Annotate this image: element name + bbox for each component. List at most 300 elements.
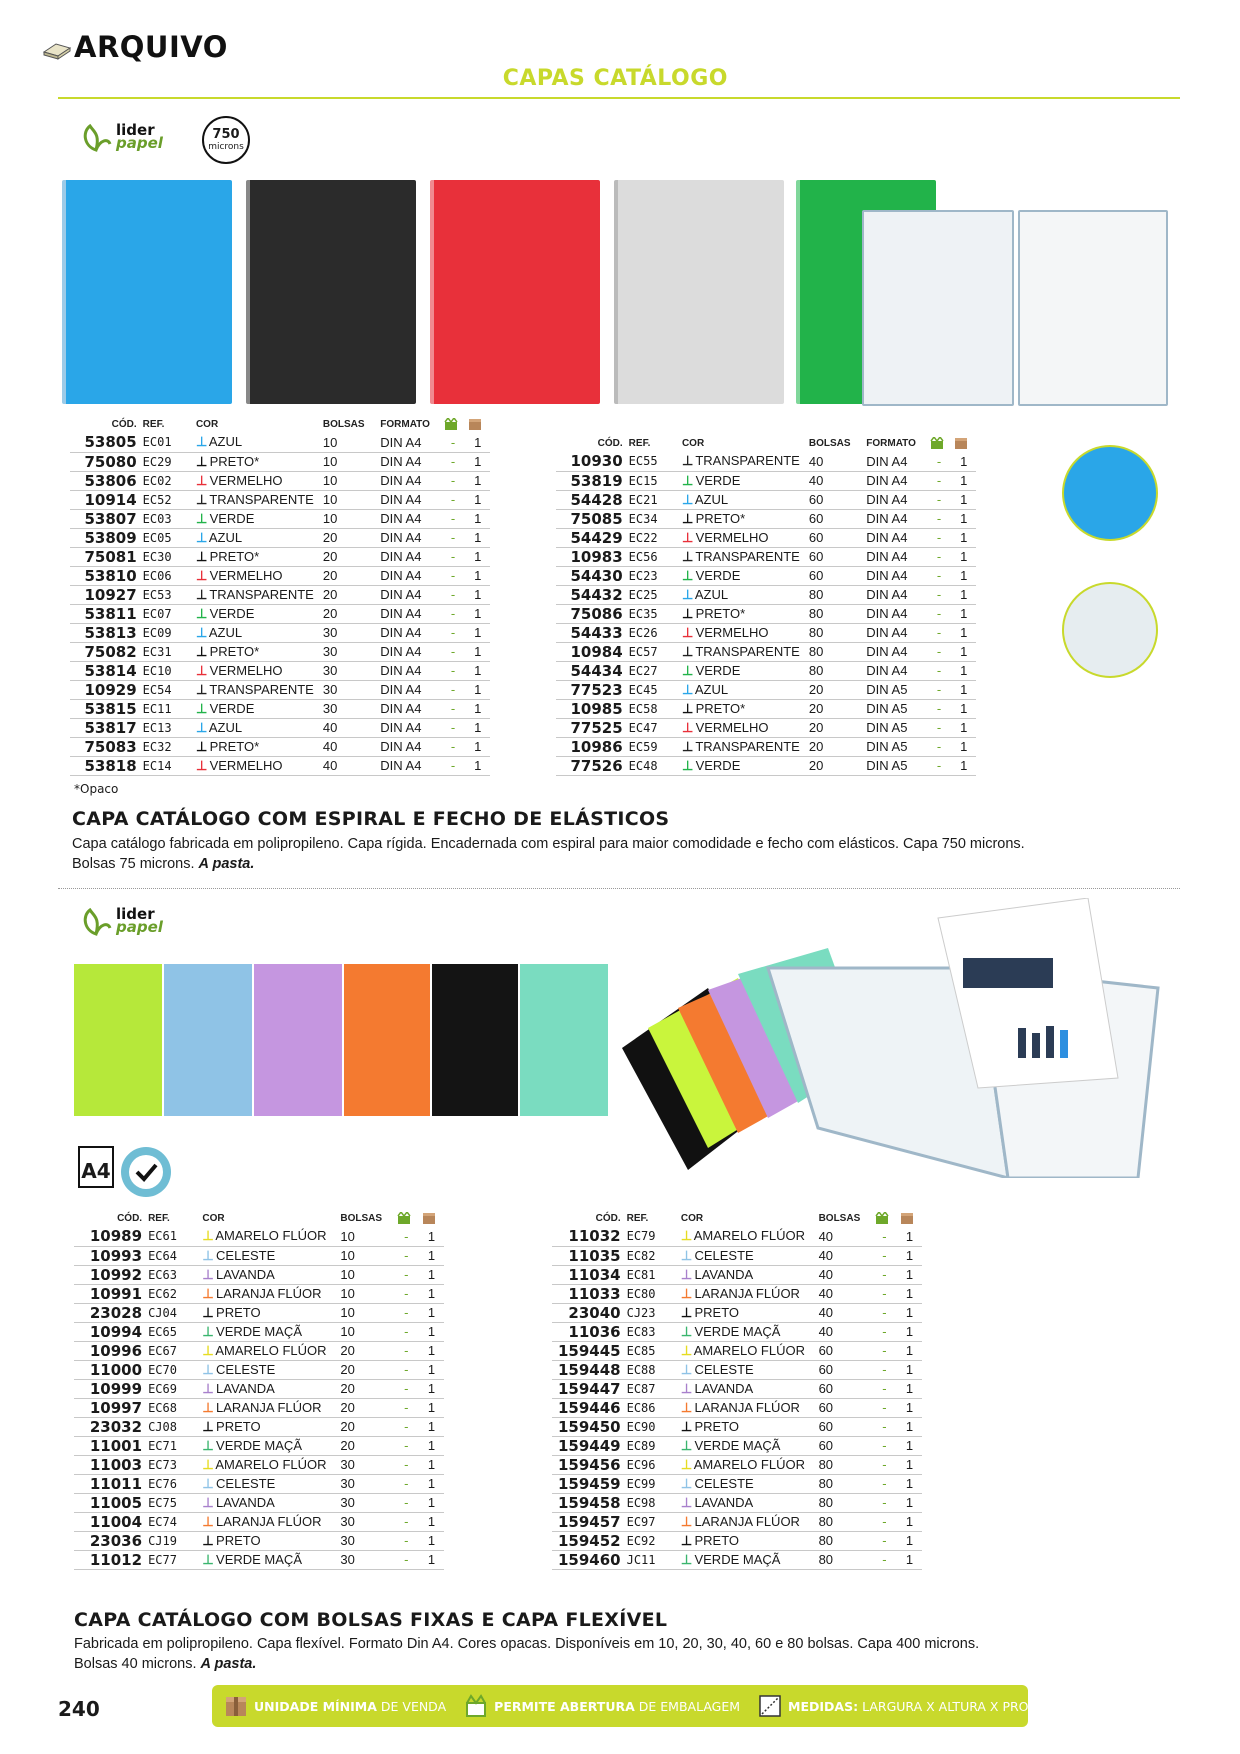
table-row <box>70 566 490 585</box>
cell-format: DIN A4 <box>863 509 927 528</box>
cell-min-unit: 1 <box>897 1227 922 1246</box>
color-swatch-icon: ⊥ <box>202 1494 214 1510</box>
color-label: LAVANDA <box>694 1266 754 1282</box>
cell-min-unit: 1 <box>419 1398 444 1417</box>
cell-color <box>193 452 320 471</box>
color-label: VERDE <box>695 662 741 678</box>
cell-color <box>199 1436 337 1455</box>
color-label: LARANJA FLÚOR <box>216 1285 322 1301</box>
cell-pockets: 30 <box>337 1550 393 1569</box>
cell-code: 54430 <box>556 566 626 585</box>
cell-min-unit: 1 <box>897 1455 922 1474</box>
cell-pockets: 80 <box>816 1455 872 1474</box>
color-label: VERDE <box>209 605 255 621</box>
cell-pockets: 10 <box>320 433 377 452</box>
cell-color <box>199 1512 337 1531</box>
color-swatch-icon: ⊥ <box>680 1532 693 1548</box>
color-swatch-icon: ⊥ <box>680 1513 693 1529</box>
color-swatch-icon: ⊥ <box>681 662 694 678</box>
color-swatch-icon: ⊥ <box>681 567 694 583</box>
table-row <box>552 1284 922 1303</box>
cell-min-unit: 1 <box>465 623 490 642</box>
cell-ref: EC21 <box>626 490 679 509</box>
cell-color <box>199 1322 337 1341</box>
cell-code: 10997 <box>74 1398 145 1417</box>
cell-pockets: 40 <box>816 1265 872 1284</box>
cell-pockets: 80 <box>816 1531 872 1550</box>
cell-open-pack: - <box>872 1246 897 1265</box>
cell-color <box>678 1379 816 1398</box>
cell-format: DIN A4 <box>377 547 441 566</box>
color-label: TRANSPARENTE <box>209 681 314 697</box>
color-label: PRETO <box>216 1532 261 1548</box>
color-label: VERDE <box>209 510 255 526</box>
microns-badge: 750 microns <box>202 116 250 164</box>
color-swatch-icon: ⊥ <box>681 700 694 716</box>
cell-color <box>199 1455 337 1474</box>
table-row <box>556 623 976 642</box>
cell-pockets: 40 <box>320 718 377 737</box>
cell-color <box>193 585 320 604</box>
color-label: AZUL <box>208 719 243 735</box>
cell-color <box>679 699 806 718</box>
cell-pockets: 60 <box>816 1436 872 1455</box>
cell-min-unit: 1 <box>419 1493 444 1512</box>
cell-color <box>678 1455 816 1474</box>
color-swatch-icon: ⊥ <box>202 1361 214 1377</box>
product1-title: CAPA CATÁLOGO COM ESPIRAL E FECHO DE ELÁSTICOS <box>72 808 670 830</box>
product-photo-open-binder-page <box>1018 210 1168 406</box>
cell-open-pack: - <box>872 1303 897 1322</box>
cell-code: 10994 <box>74 1322 145 1341</box>
cell-pockets: 10 <box>337 1303 393 1322</box>
color-label: VERMELHO <box>209 567 283 583</box>
cell-open-pack: - <box>394 1512 419 1531</box>
cell-open-pack: - <box>872 1436 897 1455</box>
cell-min-unit: 1 <box>419 1531 444 1550</box>
cell-format: DIN A4 <box>377 718 441 737</box>
cell-ref: EC15 <box>626 471 679 490</box>
cell-open-pack: - <box>441 509 466 528</box>
cell-ref: EC63 <box>145 1265 199 1284</box>
cell-code: 10986 <box>556 737 626 756</box>
cell-code: 23028 <box>74 1303 145 1322</box>
cell-code: 159449 <box>552 1436 624 1455</box>
cell-color <box>678 1531 816 1550</box>
cell-code: 11034 <box>552 1265 624 1284</box>
cell-format: DIN A4 <box>863 547 927 566</box>
cell-open-pack: - <box>394 1227 419 1246</box>
cell-min-unit: 1 <box>897 1531 922 1550</box>
cell-ref: EC62 <box>145 1284 199 1303</box>
cell-pockets: 20 <box>806 699 863 718</box>
cell-code: 10914 <box>70 490 140 509</box>
cell-code: 159447 <box>552 1379 624 1398</box>
cell-color <box>678 1398 816 1417</box>
table-row <box>70 680 490 699</box>
cell-min-unit: 1 <box>419 1341 444 1360</box>
cell-format: DIN A4 <box>377 566 441 585</box>
color-swatch-icon: ⊥ <box>681 529 694 545</box>
cell-code: 159459 <box>552 1474 624 1493</box>
color-swatch-icon: ⊥ <box>681 738 694 754</box>
cell-open-pack: - <box>394 1322 419 1341</box>
cell-min-unit: 1 <box>465 509 490 528</box>
table-row <box>74 1474 444 1493</box>
a4-format-badge: A4 <box>78 1146 114 1188</box>
cell-min-unit: 1 <box>465 756 490 775</box>
cell-code: 11036 <box>552 1322 624 1341</box>
cell-code: 159457 <box>552 1512 624 1531</box>
cell-color <box>679 623 806 642</box>
cell-open-pack: - <box>441 699 466 718</box>
cell-open-pack: - <box>394 1284 419 1303</box>
cell-open-pack: - <box>394 1303 419 1322</box>
cell-code: 23040 <box>552 1303 624 1322</box>
color-swatch-icon: ⊥ <box>680 1228 693 1244</box>
cell-ref: EC68 <box>145 1398 199 1417</box>
cell-pockets: 20 <box>320 604 377 623</box>
cell-color <box>678 1360 816 1379</box>
cell-pockets: 60 <box>806 490 863 509</box>
cell-ref: EC14 <box>140 756 193 775</box>
cell-min-unit: 1 <box>419 1455 444 1474</box>
cell-pockets: 10 <box>320 452 377 471</box>
cell-color <box>193 623 320 642</box>
table-row <box>70 509 490 528</box>
cell-min-unit: 1 <box>951 699 976 718</box>
table-row <box>74 1303 444 1322</box>
cell-min-unit: 1 <box>897 1303 922 1322</box>
cell-min-unit: 1 <box>419 1550 444 1569</box>
cell-open-pack: - <box>441 433 466 452</box>
cell-min-unit: 1 <box>419 1246 444 1265</box>
cell-open-pack: - <box>441 737 466 756</box>
color-label: CELESTE <box>216 1475 276 1491</box>
cell-ref: EC75 <box>145 1493 199 1512</box>
color-swatch-icon: ⊥ <box>202 1247 214 1263</box>
cell-min-unit: 1 <box>951 528 976 547</box>
cell-min-unit: 1 <box>897 1550 922 1569</box>
cell-format: DIN A4 <box>377 680 441 699</box>
cell-ref: EC71 <box>145 1436 199 1455</box>
page-header-title: ARQUIVO <box>74 30 228 64</box>
cell-ref: EC55 <box>626 452 679 471</box>
cell-code: 10930 <box>556 452 626 471</box>
cell-color <box>193 528 320 547</box>
cell-color <box>199 1265 337 1284</box>
cell-min-unit: 1 <box>419 1227 444 1246</box>
cell-color <box>678 1417 816 1436</box>
color-swatch-icon: ⊥ <box>195 624 208 640</box>
table-row <box>552 1303 922 1322</box>
cell-min-unit: 1 <box>419 1512 444 1531</box>
cell-ref: EC31 <box>140 642 193 661</box>
cell-format: DIN A4 <box>377 699 441 718</box>
cell-pockets: 20 <box>337 1417 393 1436</box>
cell-min-unit: 1 <box>465 680 490 699</box>
cell-pockets: 80 <box>816 1474 872 1493</box>
cell-ref: EC57 <box>626 642 679 661</box>
cell-ref: CJ23 <box>624 1303 678 1322</box>
color-label: LAVANDA <box>216 1380 275 1396</box>
cell-code: 53805 <box>70 433 140 452</box>
product2-left-rows <box>74 1227 444 1569</box>
color-swatch-icon: ⊥ <box>680 1494 693 1510</box>
color-label: VERMELHO <box>695 719 769 735</box>
color-swatch-icon: ⊥ <box>681 605 694 621</box>
cell-code: 53818 <box>70 756 140 775</box>
table-row <box>556 642 976 661</box>
color-label: LARANJA FLÚOR <box>694 1285 800 1301</box>
cell-color <box>199 1284 337 1303</box>
cell-format: DIN A4 <box>377 604 441 623</box>
cell-min-unit: 1 <box>951 547 976 566</box>
cell-color <box>199 1246 337 1265</box>
cell-code: 53811 <box>70 604 140 623</box>
cell-code: 11011 <box>74 1474 145 1493</box>
cell-color <box>199 1531 337 1550</box>
cell-open-pack: - <box>927 566 952 585</box>
cell-min-unit: 1 <box>419 1360 444 1379</box>
cell-ref: EC01 <box>140 433 193 452</box>
cell-ref: EC81 <box>624 1265 678 1284</box>
cell-color <box>679 661 806 680</box>
cell-format: DIN A4 <box>377 756 441 775</box>
table-row <box>74 1227 444 1246</box>
cell-code: 11012 <box>74 1550 145 1569</box>
cell-ref: EC89 <box>624 1436 678 1455</box>
cell-ref: EC69 <box>145 1379 199 1398</box>
table-row <box>552 1322 922 1341</box>
cell-open-pack: - <box>872 1284 897 1303</box>
cell-pockets: 40 <box>816 1322 872 1341</box>
color-swatch-icon: ⊥ <box>680 1266 693 1282</box>
cell-open-pack: - <box>927 699 952 718</box>
section-divider <box>58 888 1180 889</box>
cell-open-pack: - <box>927 718 952 737</box>
color-label: TRANSPARENTE <box>209 586 314 602</box>
color-label: VERDE MAÇÃ <box>216 1551 302 1567</box>
cell-min-unit: 1 <box>951 471 976 490</box>
cell-pockets: 20 <box>320 585 377 604</box>
cell-color <box>199 1227 337 1246</box>
color-label: AMARELO FLÚOR <box>215 1342 327 1358</box>
cell-format: DIN A4 <box>863 528 927 547</box>
cell-format: DIN A4 <box>377 452 441 471</box>
cell-color <box>679 566 806 585</box>
color-label: TRANSPARENTE <box>695 548 800 564</box>
table-row <box>70 737 490 756</box>
cell-color <box>193 756 320 775</box>
cell-open-pack: - <box>441 566 466 585</box>
cell-open-pack: - <box>927 623 952 642</box>
cell-color <box>193 566 320 585</box>
color-label: PRETO* <box>209 738 260 754</box>
table-row <box>70 699 490 718</box>
cell-format: DIN A4 <box>377 737 441 756</box>
cell-code: 159456 <box>552 1455 624 1474</box>
cell-pockets: 60 <box>806 547 863 566</box>
cell-min-unit: 1 <box>951 509 976 528</box>
cell-ref: EC99 <box>624 1474 678 1493</box>
color-swatch-icon: ⊥ <box>202 1551 214 1567</box>
cell-open-pack: - <box>441 623 466 642</box>
cell-min-unit: 1 <box>465 642 490 661</box>
color-label: VERMELHO <box>209 472 283 488</box>
cell-format: DIN A4 <box>863 642 927 661</box>
cell-pockets: 80 <box>816 1512 872 1531</box>
table-row <box>74 1531 444 1550</box>
cell-color <box>678 1284 816 1303</box>
cell-pockets: 30 <box>320 661 377 680</box>
cell-ref: EC32 <box>140 737 193 756</box>
table-row <box>556 699 976 718</box>
color-label: LAVANDA <box>694 1494 754 1510</box>
color-swatch-icon: ⊥ <box>195 738 208 754</box>
cell-open-pack: - <box>927 604 952 623</box>
table-row <box>74 1246 444 1265</box>
box-icon <box>900 1212 914 1225</box>
cell-open-pack: - <box>394 1341 419 1360</box>
cell-color <box>678 1303 816 1322</box>
cell-ref: EC79 <box>624 1227 678 1246</box>
table-row <box>70 452 490 471</box>
cell-open-pack: - <box>872 1341 897 1360</box>
table-row <box>74 1360 444 1379</box>
table-row <box>556 490 976 509</box>
cell-code: 77526 <box>556 756 626 775</box>
table-row <box>74 1550 444 1569</box>
table-row <box>74 1455 444 1474</box>
cell-open-pack: - <box>872 1474 897 1493</box>
cell-pockets: 20 <box>337 1398 393 1417</box>
cell-min-unit: 1 <box>897 1398 922 1417</box>
color-label: VERDE <box>695 757 741 773</box>
cell-min-unit: 1 <box>419 1322 444 1341</box>
table-row <box>552 1265 922 1284</box>
color-label: LARANJA FLÚOR <box>694 1513 800 1529</box>
cell-open-pack: - <box>394 1265 419 1284</box>
cell-open-pack: - <box>441 528 466 547</box>
color-label: VERDE <box>209 700 255 716</box>
color-label: LARANJA FLÚOR <box>694 1399 800 1415</box>
cell-ref: EC13 <box>140 718 193 737</box>
cell-ref: EC54 <box>140 680 193 699</box>
color-label: AMARELO FLÚOR <box>215 1456 327 1472</box>
color-label: VERMELHO <box>695 624 769 640</box>
cell-min-unit: 1 <box>465 604 490 623</box>
cell-format: DIN A4 <box>377 642 441 661</box>
cell-open-pack: - <box>441 661 466 680</box>
product1-table-right: CÓD. REF. COR BOLSAS FORMATO 10930 EC55 ⊥ TRANSPARENTE 40 DIN A4 - 1 53819 EC15 ⊥ VERDE 40 DIN A4 - 1 54428 EC21 ⊥ AZUL 60 DIN A4 - 1 75085 EC34 ⊥ PRETO* 60 DIN A4 - 1 54429 EC22 ⊥ VERMELHO 60 DIN A4 - 1 10983 EC56 ⊥ TRANSPARENTE 60 DIN A4 - 1 54430 EC23 ⊥ VERDE 60 DIN A4 - 1 54432 EC25 ⊥ AZUL 80 DIN A4 - 1 75086 EC35 ⊥ PRETO* 80 DIN A4 - 1 54433 EC26 ⊥ VERMELHO 80 DIN A4 - 1 10984 EC57 ⊥ TRANSPARENTE 80 DIN A4 - 1 54434 EC27 ⊥ VERDE 80 DIN A4 - 1 77523 EC45 ⊥ AZUL 20 DIN A5 - 1 10985 EC58 ⊥ PRETO* 20 DIN A5 - 1 77525 EC47 ⊥ VERMELHO 20 DIN A5 - 1 10986 EC59 ⊥ TRANSPARENTE 20 DIN A5 - 1 77526 EC48 ⊥ VERDE 20 DIN A5 - 1 <box>556 437 976 776</box>
color-swatch-icon: ⊥ <box>681 472 694 488</box>
cell-color <box>193 718 320 737</box>
cell-color <box>679 490 806 509</box>
table-row <box>552 1398 922 1417</box>
cell-code: 10993 <box>74 1246 145 1265</box>
cell-ref: EC67 <box>145 1341 199 1360</box>
cell-min-unit: 1 <box>465 566 490 585</box>
cell-color <box>679 471 806 490</box>
cell-open-pack: - <box>394 1550 419 1569</box>
cell-code: 53807 <box>70 509 140 528</box>
color-swatch-icon: ⊥ <box>195 719 208 735</box>
color-label: CELESTE <box>694 1361 754 1377</box>
cell-pockets: 20 <box>806 737 863 756</box>
product1-table-left: CÓD. REF. COR BOLSAS FORMATO 53805 EC01 ⊥ AZUL 10 DIN A4 - 1 75080 EC29 ⊥ PRETO* 10 DIN A4 - 1 53806 EC02 ⊥ VERMELHO 10 DIN A4 - 1 10914 EC52 ⊥ TRANSPARENTE 10 DIN A4 - 1 53807 EC03 ⊥ VERDE 10 DIN A4 - 1 53809 EC05 ⊥ AZUL 20 DIN A4 - 1 75081 EC30 ⊥ PRETO* 20 DIN A4 - 1 53810 EC06 ⊥ VERMELHO 20 DIN A4 - 1 10927 EC53 ⊥ TRANSPARENTE 20 DIN A4 - 1 53811 EC07 ⊥ VERDE 20 DIN A4 - 1 53813 EC09 ⊥ AZUL 30 DIN A4 - 1 75082 EC31 ⊥ PRETO* 30 DIN A4 - 1 53814 EC10 ⊥ VERMELHO 30 DIN A4 - 1 10929 EC54 ⊥ TRANSPARENTE 30 DIN A4 - 1 53815 EC11 ⊥ VERDE 30 DIN A4 - 1 53817 EC13 ⊥ AZUL 40 DIN A4 - 1 75083 EC32 ⊥ PRETO* 40 DIN A4 - 1 53818 EC14 ⊥ VERMELHO 40 DIN A4 - 1 <box>70 418 490 776</box>
box-icon <box>468 418 482 431</box>
table-row <box>70 490 490 509</box>
table-row <box>556 509 976 528</box>
cell-color <box>678 1341 816 1360</box>
cell-code: 10991 <box>74 1284 145 1303</box>
color-label: PRETO* <box>209 643 260 659</box>
table-row <box>70 623 490 642</box>
cell-ref: EC45 <box>626 680 679 699</box>
cell-color <box>678 1246 816 1265</box>
cell-ref: EC74 <box>145 1512 199 1531</box>
color-label: LAVANDA <box>216 1494 275 1510</box>
cell-open-pack: - <box>927 756 952 775</box>
cell-open-pack: - <box>927 509 952 528</box>
color-label: PRETO <box>694 1304 740 1320</box>
color-swatch-icon: ⊥ <box>202 1418 214 1434</box>
table-row <box>74 1493 444 1512</box>
cell-format: DIN A4 <box>863 604 927 623</box>
cell-ref: EC25 <box>626 585 679 604</box>
cell-pockets: 30 <box>320 642 377 661</box>
table-row <box>552 1227 922 1246</box>
table-row <box>552 1512 922 1531</box>
color-swatch-icon: ⊥ <box>681 681 694 697</box>
cell-code: 75083 <box>70 737 140 756</box>
cell-color <box>199 1493 337 1512</box>
cell-open-pack: - <box>927 471 952 490</box>
cell-code: 10984 <box>556 642 626 661</box>
color-swatch-icon: ⊥ <box>680 1285 693 1301</box>
cell-pockets: 60 <box>816 1341 872 1360</box>
cell-open-pack: - <box>872 1227 897 1246</box>
table-row <box>556 661 976 680</box>
color-label: CELESTE <box>694 1475 754 1491</box>
cell-open-pack: - <box>872 1322 897 1341</box>
brand-name: lider papel <box>116 905 163 936</box>
color-swatch-icon: ⊥ <box>681 757 694 773</box>
color-label: AZUL <box>694 491 729 507</box>
cell-pockets: 80 <box>816 1550 872 1569</box>
cell-pockets: 60 <box>816 1417 872 1436</box>
cell-code: 10927 <box>70 585 140 604</box>
cell-format: DIN A5 <box>863 756 927 775</box>
cell-open-pack: - <box>927 661 952 680</box>
cell-open-pack: - <box>927 528 952 547</box>
table-row <box>552 1436 922 1455</box>
cell-code: 53815 <box>70 699 140 718</box>
table-row <box>552 1455 922 1474</box>
cell-open-pack: - <box>872 1512 897 1531</box>
cell-ref: CJ04 <box>145 1303 199 1322</box>
color-label: VERDE <box>695 567 741 583</box>
cell-open-pack: - <box>927 585 952 604</box>
cell-open-pack: - <box>394 1474 419 1493</box>
cell-ref: EC27 <box>626 661 679 680</box>
cell-code: 11001 <box>74 1436 145 1455</box>
color-swatch-icon: ⊥ <box>680 1323 693 1339</box>
open-box-icon <box>397 1212 411 1225</box>
box-icon <box>954 437 968 450</box>
cell-color <box>679 547 806 566</box>
